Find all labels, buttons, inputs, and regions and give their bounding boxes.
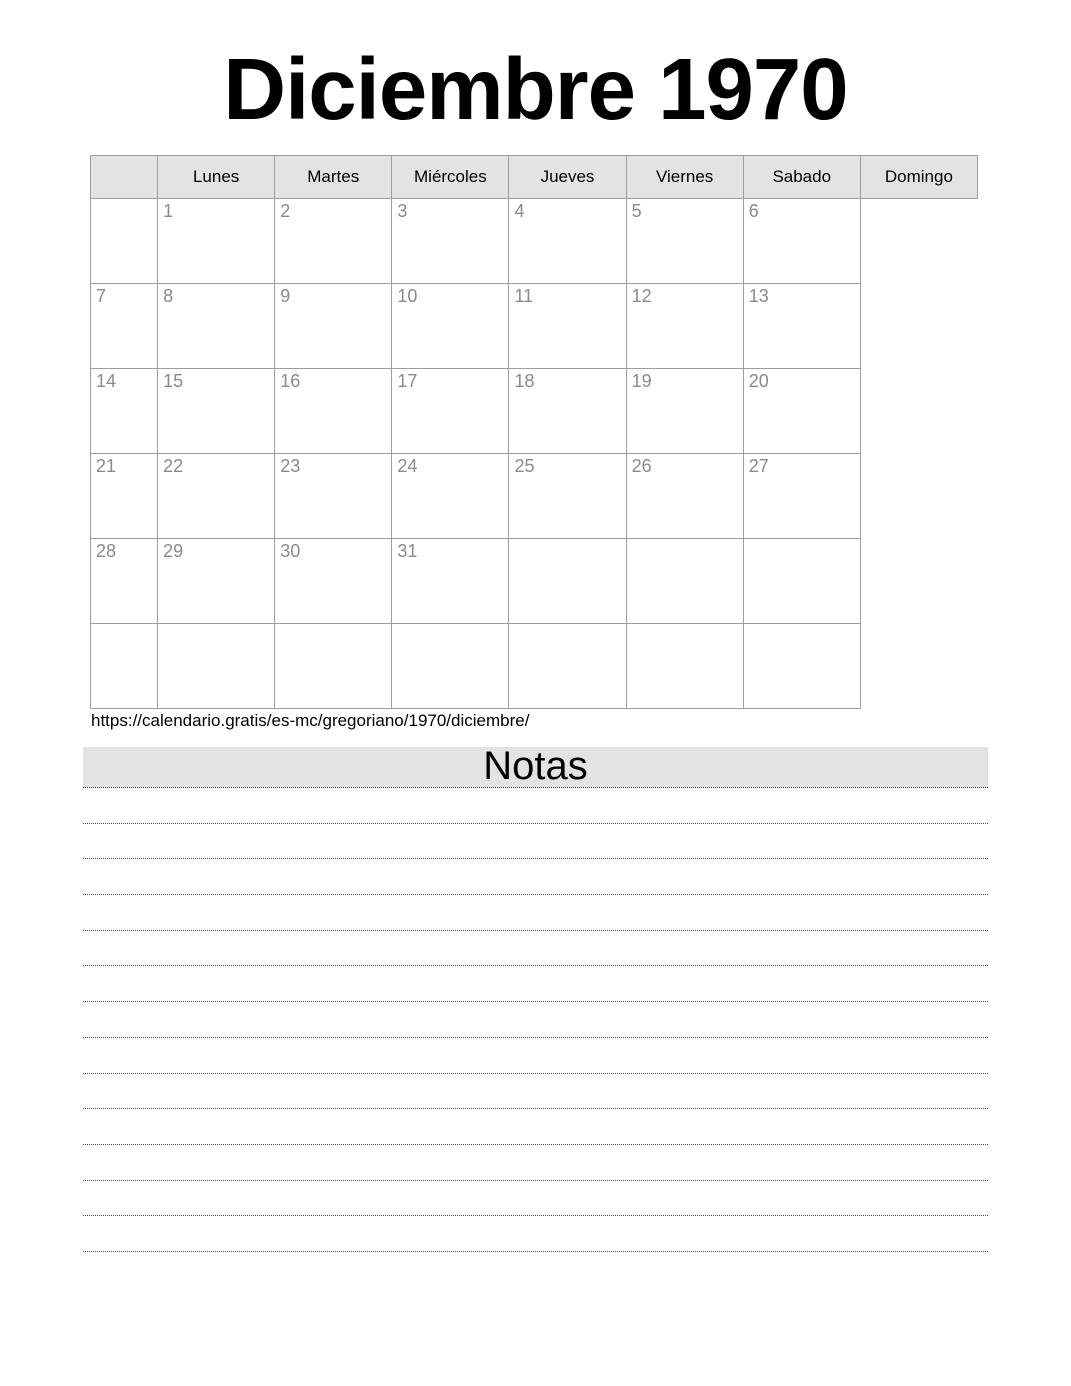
calendar-day-cell-10: 10: [392, 284, 509, 369]
calendar-day-cell-20: 20: [743, 369, 860, 454]
calendar-day-cell-5: 5: [626, 199, 743, 284]
calendar-day-cell-6: 6: [743, 199, 860, 284]
calendar-week-row: [91, 199, 978, 284]
calendar-day-cell-12: 12: [626, 284, 743, 369]
note-line: [83, 1181, 988, 1217]
calendar-empty-cell: [509, 539, 626, 624]
page-title: Diciembre 1970: [223, 41, 848, 138]
calendar-day-cell-14: 14: [91, 369, 158, 454]
calendar-empty-cell: [743, 624, 860, 709]
calendar-day-cell-13: 13: [743, 284, 860, 369]
calendar-day-cell-21: 21: [91, 454, 158, 539]
calendar-empty-cell: [158, 624, 275, 709]
calendar-day-cell-11: 11: [509, 284, 626, 369]
calendar-week-row: [91, 284, 978, 369]
day-header-viernes: Viernes: [626, 156, 743, 199]
calendar-empty-cell: [509, 624, 626, 709]
note-line: [83, 824, 988, 860]
calendar-week-row: [91, 539, 978, 624]
note-line: [83, 966, 988, 1002]
calendar-day-cell-7: 7: [91, 284, 158, 369]
note-line: [83, 1145, 988, 1181]
calendar-body: [91, 199, 978, 709]
notes-header: [83, 744, 988, 788]
note-line: [83, 1216, 988, 1252]
calendar-day-cell-16: 16: [275, 369, 392, 454]
calendar-empty-cell: [743, 539, 860, 624]
note-line: [83, 1002, 988, 1038]
calendar-table: [90, 155, 978, 709]
calendar-day-cell-4: 4: [509, 199, 626, 284]
notes-lines-area: [83, 788, 988, 1252]
day-header-domingo: Domingo: [860, 156, 977, 199]
calendar-day-cell-9: 9: [275, 284, 392, 369]
calendar-day-cell-31: 31: [392, 539, 509, 624]
calendar-day-cell-18: 18: [509, 369, 626, 454]
day-header-lunes: Lunes: [158, 156, 275, 199]
calendar-day-cell-29: 29: [158, 539, 275, 624]
calendar-week-row: [91, 624, 978, 709]
note-line: [83, 859, 988, 895]
notes-title: Notas: [483, 744, 588, 788]
calendar-day-cell-25: 25: [509, 454, 626, 539]
calendar-empty-cell: [91, 199, 158, 284]
calendar-day-cell-1: 1: [158, 199, 275, 284]
source-url-text: https://calendario.gratis/es-mc/gregoriano/1970/diciembre/: [91, 711, 530, 730]
calendar-day-cell-19: 19: [626, 369, 743, 454]
calendar-day-cell-22: 22: [158, 454, 275, 539]
calendar-day-cell-24: 24: [392, 454, 509, 539]
note-line: [83, 788, 988, 824]
calendar-side-column: [91, 156, 158, 199]
day-header-jueves: Jueves: [509, 156, 626, 199]
calendar-day-cell-3: 3: [392, 199, 509, 284]
calendar-day-cell-15: 15: [158, 369, 275, 454]
calendar-day-cell-30: 30: [275, 539, 392, 624]
note-line: [83, 1109, 988, 1145]
calendar-empty-cell: [626, 539, 743, 624]
day-header-sabado: Sabado: [743, 156, 860, 199]
calendar-week-row: [91, 454, 978, 539]
calendar-empty-cell: [392, 624, 509, 709]
calendar-empty-cell: [275, 624, 392, 709]
calendar-day-cell-28: 28: [91, 539, 158, 624]
note-line: [83, 1038, 988, 1074]
calendar-empty-cell: [91, 624, 158, 709]
calendar-day-cell-17: 17: [392, 369, 509, 454]
note-line: [83, 1074, 988, 1110]
day-header-martes: Martes: [275, 156, 392, 199]
calendar-empty-cell: [626, 624, 743, 709]
calendar-header-row: [91, 156, 978, 199]
calendar-day-cell-26: 26: [626, 454, 743, 539]
calendar-day-cell-8: 8: [158, 284, 275, 369]
note-line: [83, 931, 988, 967]
calendar-day-cell-23: 23: [275, 454, 392, 539]
calendar-day-cell-2: 2: [275, 199, 392, 284]
note-line: [83, 895, 988, 931]
calendar-day-cell-27: 27: [743, 454, 860, 539]
day-header-miercoles: Miércoles: [392, 156, 509, 199]
calendar-week-row: [91, 369, 978, 454]
